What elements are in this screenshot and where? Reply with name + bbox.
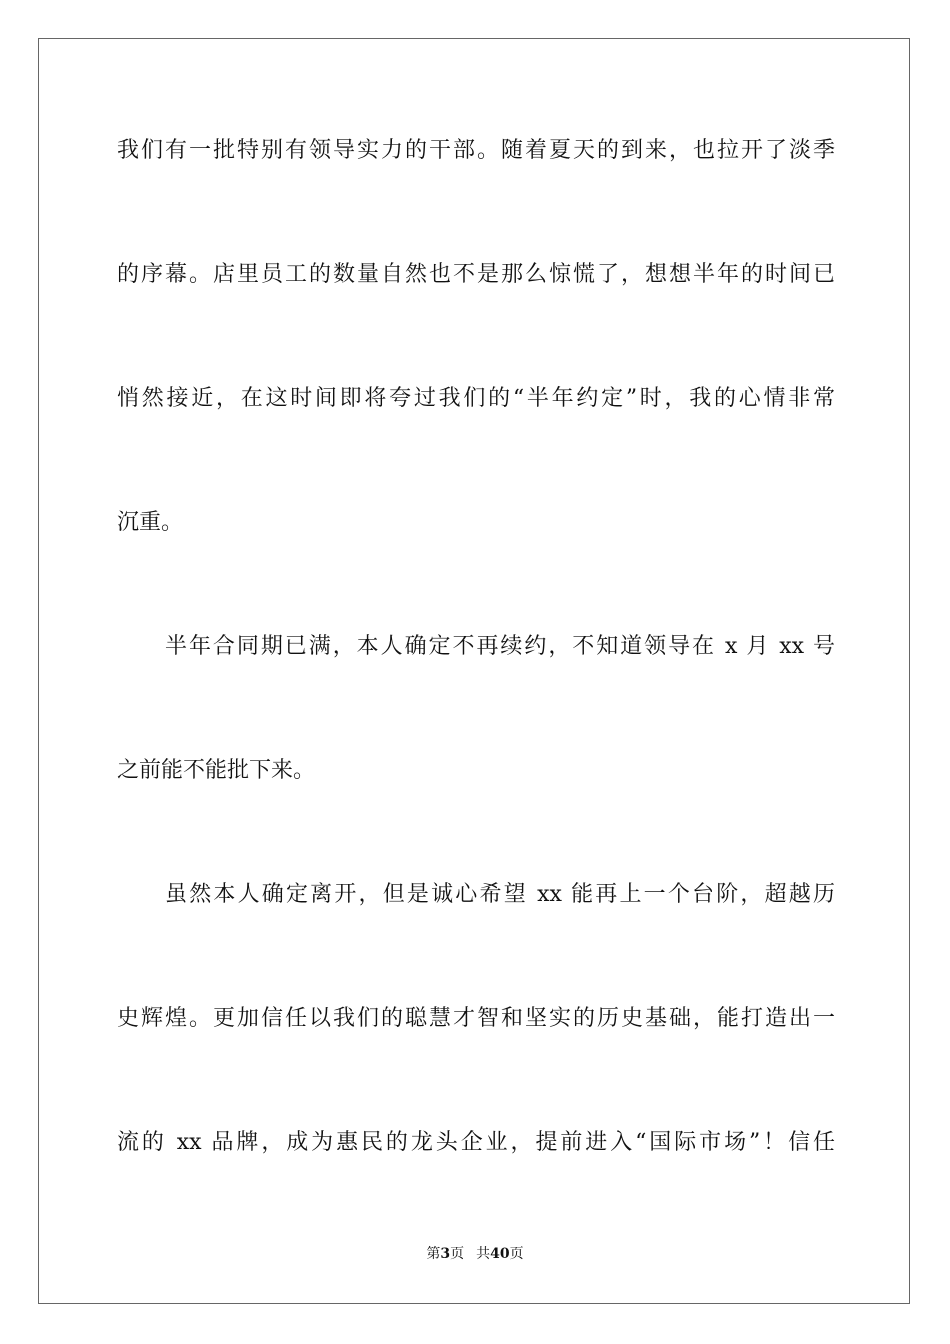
text-line: 的序幕。店里员工的数量自然也不是那么惊慌了，想想半年的时间已 bbox=[117, 262, 835, 287]
text-line: 我们有一批特别有领导实力的干部。随着夏天的到来，也拉开了淡季 bbox=[117, 138, 835, 163]
text-line: 史辉煌。更加信任以我们的聪慧才智和坚实的历史基础，能打造出一 bbox=[117, 1006, 835, 1031]
total-pages: 40 bbox=[490, 1246, 510, 1262]
text-line: 流的 xx 品牌，成为惠民的龙头企业，提前进入“国际市场”！信任 bbox=[117, 1130, 835, 1155]
page-prefix: 第 bbox=[426, 1246, 441, 1262]
text-line: 虽然本人确定离开，但是诚心希望 xx 能再上一个台阶，超越历 bbox=[165, 882, 835, 907]
total-suffix: 页 bbox=[509, 1246, 524, 1262]
page-number: 3 bbox=[440, 1246, 451, 1262]
page-suffix: 页 bbox=[450, 1246, 465, 1262]
text-line: 之前能不能批下来。 bbox=[117, 758, 316, 783]
text-line: 沉重。 bbox=[117, 510, 184, 535]
text-line: 半年合同期已满，本人确定不再续约，不知道领导在 x 月 xx 号 bbox=[165, 634, 835, 659]
text-line: 悄然接近，在这时间即将夸过我们的“半年约定”时，我的心情非常 bbox=[117, 386, 835, 411]
document-body bbox=[117, 129, 835, 1245]
page-footer bbox=[0, 1244, 950, 1264]
total-prefix: 共 bbox=[476, 1246, 491, 1262]
